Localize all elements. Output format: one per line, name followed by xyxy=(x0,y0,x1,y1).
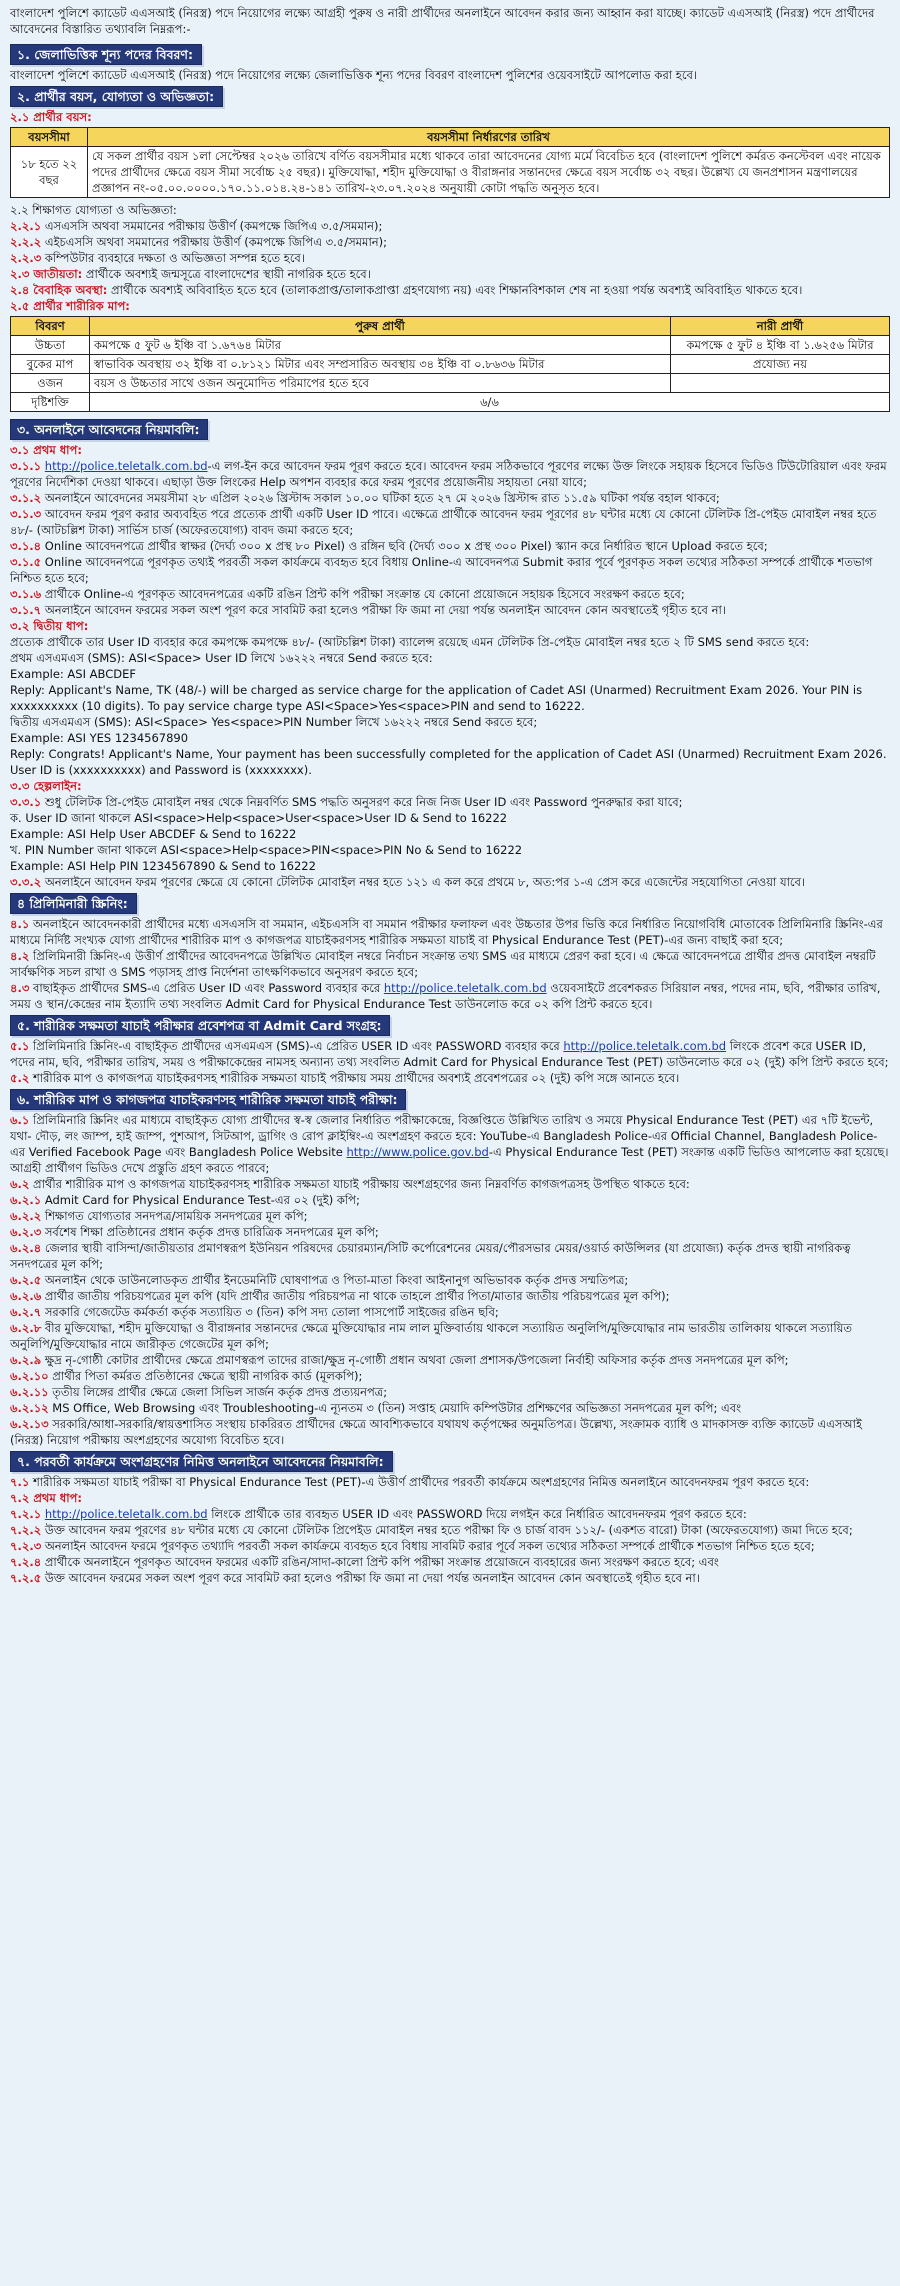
step-7-2-item-text: প্রার্থীকে অনলাইনে পূরণকৃত আবেদন ফরমের একটি রঙিন/সাদা-কালো প্রিন্ট কপি পরীক্ষা সংক্রান্ত প্রয়োজনে ব্যবহারের জন্য সংরক্ষণ করতে হবে; এবং xyxy=(44,1555,719,1569)
item-4-3 xyxy=(10,980,890,1012)
item-5-2-number: ৫.২ xyxy=(10,1071,30,1085)
document-item-text: সর্বশেষ শিক্ষা প্রতিষ্ঠানের প্রধান কর্তৃক প্রদত্ত চারিত্রিক সনদপত্রের মূল কপি; xyxy=(44,1225,379,1239)
marital-row xyxy=(10,282,890,298)
step-1-item xyxy=(10,506,890,538)
marital-text: প্রার্থীকে অবশ্যই অবিবাহিত হতে হবে (তালাকপ্রাপ্ত/তালাকপ্রাপ্তা গ্রহণযোগ্য নয়) এবং শিক্ষানবিশকাল শেষ না হওয়া পর্যন্ত অবশ্যই অবিবাহিত থাকতে হবে। xyxy=(111,283,803,297)
eyesight-label: দৃষ্টিশক্তি xyxy=(11,393,90,412)
document-item xyxy=(10,1352,890,1368)
document-item-number: ৬.২.২ xyxy=(10,1209,42,1223)
education-item-text: এসএসসি অথবা সমমানের পরীক্ষায় উত্তীর্ণ (কমপক্ষে জিপিএ ৩.৫/সমমান); xyxy=(44,219,383,233)
document-item-number: ৬.২.১০ xyxy=(10,1369,49,1383)
document-item xyxy=(10,1368,890,1384)
item-4-2 xyxy=(10,948,890,980)
document-item xyxy=(10,1192,890,1208)
physical-rows xyxy=(11,336,890,393)
step-7-2-list xyxy=(10,1506,890,1586)
step-1-item xyxy=(10,490,890,506)
physical-row-desc: ওজন xyxy=(11,374,90,393)
education-list xyxy=(10,218,890,266)
document-item-number: ৬.২.৪ xyxy=(10,1241,42,1255)
education-item-number: ২.২.১ xyxy=(10,219,42,233)
document-item-text: অনলাইন থেকে ডাউনলোডকৃত প্রার্থীর ইনডেমনিটি ঘোষণাপত্র ও পিতা-মাতা কিংবা আইনানুগ অভিভাবক কর্তৃক প্রদত্ত সম্মতিপত্র; xyxy=(44,1273,629,1287)
step-7-2-item-number: ৭.২.৪ xyxy=(10,1555,42,1569)
item-4-1-number: ৪.১ xyxy=(10,917,30,931)
item-4-1-text: অনলাইনে আবেদনকারী প্রার্থীদের মধ্যে এসএসসি বা সমমান, এইচএসসি বা সমমান পরীক্ষার ফলাফল এবং উচ্চতার উপর ভিত্তি করে নির্ধারিত নিয়োগবিধি মোতাবেক প্রিলিমিনারি স্ক্রিনিং-এর মাধ্যমে নির্দিষ্ট সংখ্যক যোগ্য প্রার্থীদের শারীরিক মাপ ও কাগজপত্র যাচাইকরণসহ শারীরিক সক্ষমতা যাচাই বা Physical Endurance Test (PET)-এর জন্য বাছাই করা হবে; xyxy=(10,917,883,947)
education-item-number: ২.২.২ xyxy=(10,235,42,249)
step-7-2-item xyxy=(10,1570,890,1586)
item-4-3-number: ৪.৩ xyxy=(10,981,30,995)
document-item-number: ৬.২.৩ xyxy=(10,1225,42,1239)
education-item xyxy=(10,218,890,234)
physical-row-male: স্বাভাবিক অবস্থায় ৩২ ইঞ্চি বা ০.৮১২১ মিটার এবং সম্প্রসারিত অবস্থায় ৩৪ ইঞ্চি বা ০.৮৬৩৬ মিটার xyxy=(90,355,671,374)
document-item-text: সরকারি গেজেটেড কর্মকর্তা কর্তৃক সত্যায়িত ৩ (তিন) কপি সদ্য তোলা পাসপোর্ট সাইজের রঙিন ছবি; xyxy=(44,1305,499,1319)
helpline-heading: ৩.৩ হেল্পলাইন: xyxy=(10,779,82,793)
police-website-link[interactable]: http://www.police.gov.bd xyxy=(346,1145,489,1159)
step-2-heading: ৩.২ দ্বিতীয় ধাপ: xyxy=(10,619,89,633)
item-6-2-number: ৬.২ xyxy=(10,1177,30,1191)
age-range-cell: ১৮ হতে ২২ বছর xyxy=(11,147,88,198)
step-7-2-heading: ৭.২ প্রথম ধাপ: xyxy=(10,1491,82,1505)
age-table-header-limit: বয়সসীমা xyxy=(11,128,88,147)
step-7-2-item-number: ৭.২.১ xyxy=(10,1507,42,1521)
physical-row-male: কমপক্ষে ৫ ফুট ৬ ইঞ্চি বা ১.৬৭৬৪ মিটার xyxy=(90,336,671,355)
document-item xyxy=(10,1288,890,1304)
age-table-header-date: বয়সসীমা নির্ধারণের তারিখ xyxy=(88,128,890,147)
education-subheading-text: ২.২ শিক্ষাগত যোগ্যতা ও অভিজ্ঞতা: xyxy=(10,203,177,217)
physical-row xyxy=(11,355,890,374)
intro-paragraph: বাংলাদেশ পুলিশে ক্যাডেট এএসআই (নিরস্ত্র) পদে নিয়োগের লক্ষ্যে আগ্রহী পুরুষ ও নারী প্রার্থীদের অনলাইনে আবেদন করার জন্য আহ্বান করা যাচ্ছে। ক্যাডেট এএসআই (নিরস্ত্র) পদে প্রার্থীদের আবেদনের বিস্তারিত তথ্যাবলি নিম্নরূপ:- xyxy=(10,6,875,36)
document-item-number: ৬.২.৮ xyxy=(10,1321,42,1335)
step-1-item-number: ৩.১.২ xyxy=(10,491,42,505)
step-1-item-number: ৩.১.৩ xyxy=(10,507,42,521)
teletalk-link[interactable]: http://police.teletalk.com.bd xyxy=(44,459,208,473)
document-item-number: ৬.২.৭ xyxy=(10,1305,42,1319)
physical-row-desc: উচ্চতা xyxy=(11,336,90,355)
document-item xyxy=(10,1208,890,1224)
item-7-1-number: ৭.১ xyxy=(10,1475,30,1489)
helpline-pin-example: Example: ASI Help PIN 1234567890 & Send to 16222 xyxy=(10,859,316,873)
step-1-item-text: Online আবেদনপত্রে প্রার্থীর স্বাক্ষর (দৈর্ঘ্য ৩০০ x প্রস্থ ৮০ Pixel) ও রঙ্গিন ছবি (দৈর্ঘ্য ৩০০ x প্রস্থ ৩০০ Pixel) স্ক্যান করে নির্ধারিত স্থানে Upload করতে হবে; xyxy=(44,539,768,553)
document-item-text: তৃতীয় লিঙ্গের প্রার্থীর ক্ষেত্রে জেলা সিভিল সার্জন কর্তৃক প্রদত্ত প্রত্যয়নপত্র; xyxy=(52,1385,388,1399)
step-7-2-item xyxy=(10,1554,890,1570)
item-6-2 xyxy=(10,1176,890,1192)
sms-2-reply: Reply: Congrats! Applicant's Name, Your payment has been successfully completed for the application of Cadet ASI (Unarmed) Recruitment Exam 2026. User ID is (xxxxxxxxxx) and Password is (xxxxxxxx). xyxy=(10,747,887,777)
item-4-3-text-a: বাছাইকৃত প্রার্থীদের SMS-এ প্রেরিত User ID এবং Password ব্যবহার করে xyxy=(32,981,384,995)
document-item-text: প্রার্থীর জাতীয় পরিচয়পত্রের মূল কপি (যদি প্রার্থীর জাতীয় পরিচয়পত্র না থাকে তাহলে প্রার্থীর পিতা/মাতার জাতীয় পরিচয়পত্রের মূল কপি); xyxy=(44,1289,670,1303)
document-item-text: জেলার স্থায়ী বাসিন্দা/জাতীয়তার প্রমাণস্বরূপ ইউনিয়ন পরিষদের চেয়ারম্যান/সিটি কর্পোরেশনের মেয়র/পৌরসভার মেয়র/ওয়ার্ড কাউন্সিলর (যা প্রযোজ্য) কর্তৃক প্রদত্ত স্থায়ী নাগরিকত্ব সনদপত্রের মূল কপি; xyxy=(10,1241,851,1271)
marital-label: ২.৪ বৈবাহিক অবস্থা: xyxy=(10,283,108,297)
section-7-heading: ৭. পরবর্তী কার্যক্রমে অংশগ্রহণের নিমিত্ত অনলাইনে আবেদনের নিয়মাবলি: xyxy=(10,1451,393,1472)
item-5-2 xyxy=(10,1070,890,1086)
step-1-item xyxy=(10,586,890,602)
education-item-text: এইচএসসি অথবা সমমানের পরীক্ষায় উত্তীর্ণ (কমপক্ষে জিপিএ ৩.৫/সমমান); xyxy=(44,235,387,249)
item-5-2-text: শারীরিক মাপ ও কাগজপত্র যাচাইকরণসহ শারীরিক সক্ষমতা যাচাই পরীক্ষায় সময় প্রার্থীদের অবশ্যই প্রবেশপত্রের ০২ (দুই) কপি সঙ্গে আনতে হবে। xyxy=(32,1071,680,1085)
item-5-1 xyxy=(10,1038,890,1070)
nationality-label: ২.৩ জাতীয়তা: xyxy=(10,267,83,281)
step-1-item-text: প্রার্থীকে Online-এ পূরণকৃত আবেদনপত্রের একটি রঙিন প্রিন্ট কপি পরীক্ষা সংক্রান্ত যে কোনো প্রয়োজনে সহায়ক হিসেবে সংরক্ষণ করতে হবে; xyxy=(44,587,685,601)
step-1-item-text: আবেদন ফরম পূরণ করার অব্যবহিত পরে প্রত্যেক প্রার্থী একটি User ID পাবে। এক্ষেত্রে প্রার্থীকে আবেদন ফরম পূরণের ৪৮ ঘন্টার মধ্যে যে কোনো টেলিটক প্রি-পেইড মোবাইল নম্বর হতে ৪৮/- (আটচল্লিশ টাকা) সার্ভিস চার্জ (অফেরতযোগ্য) বাবদ জমা করতে হবে; xyxy=(10,507,877,537)
item-5-1-text-a: প্রিলিমিনারি স্ক্রিনিং-এ বাছাইকৃত প্রার্থীদের এসএমএস (SMS)-এ প্রেরিত USER ID এবং PASSWORD ব্যবহার করে xyxy=(32,1039,564,1053)
step-7-2-item-number: ৭.২.৫ xyxy=(10,1571,42,1585)
step-1-heading: ৩.১ প্রথম ধাপ: xyxy=(10,443,82,457)
physical-row-male: বয়স ও উচ্চতার সাথে ওজন অনুমোদিত পরিমাপের হতে হবে xyxy=(90,374,671,393)
sms-1-label: প্রথম এসএমএস (SMS): xyxy=(10,651,125,665)
step-1-item-number: ৩.১.৬ xyxy=(10,587,42,601)
document-item-text: ক্ষুদ্র নৃ-গোষ্ঠী কোটার প্রার্থীদের ক্ষেত্রে প্রমাণস্বরূপ তাদের রাজা/ক্ষুদ্র নৃ-গোষ্ঠী প্রধান অথবা জেলা প্রশাসক/উপজেলা নির্বাহী অফিসার কর্তৃক প্রদত্ত সনদপত্রের মূল কপি; xyxy=(44,1353,789,1367)
item-4-2-text: প্রিলিমিনারী স্ক্রিনিং-এ উত্তীর্ণ প্রার্থীদের আবেদনপত্রে উল্লিখিত মোবাইল নম্বরে নির্বাচন সংক্রান্ত তথ্য SMS এর মাধ্যমে প্রেরণ করা হবে। এ ক্ষেত্রে আবেদনপত্রে প্রার্থীর প্রদত্ত মোবাইল নম্বরটি সার্বক্ষণিক সচল রাখা ও SMS পড়াসহ প্রাপ্ত নির্দেশনা তাৎক্ষণিকভাবে অনুসরণ করতে হবে; xyxy=(10,949,876,979)
step-1-item xyxy=(10,458,890,490)
sms-1-text: ASI<Space> User ID লিখে ১৬২২২ নম্বরে Send করতে হবে: xyxy=(128,651,433,665)
physical-row-female: কমপক্ষে ৫ ফুট ৪ ইঞ্চি বা ১.৬২৫৬ মিটার xyxy=(671,336,890,355)
age-rule-cell: যে সকল প্রার্থীর বয়স ১লা সেপ্টেম্বর ২০২৬ তারিখে বর্ণিত বয়সসীমার মধ্যে থাকবে তারা আবেদনের যোগ্য মর্মে বিবেচিত হবে (বাংলাদেশ পুলিশে কর্মরত কনস্টেবল এবং নায়েক পদের প্রার্থীদের ক্ষেত্রে বয়স সীমা সর্বোচ্চ ২৫ বছর)। মুক্তিযোদ্ধা, শহীদ মুক্তিযোদ্ধা ও বীরাঙ্গনার সন্তানদের ক্ষেত্রে বয়স সর্বোচ্চ ৩২ বছর। উল্লেখ্য যে জনপ্রশাসন মন্ত্রণালয়ের প্রজ্ঞাপন নং-০৫.০০.০০০০.১৭০.১১.০১৪.২৪-১৪১ তারিখ-২৩.০৭.২০২৪ অনুযায়ী কোটা পদ্ধতি অনুসৃত হবে। xyxy=(88,147,890,198)
helpline-331 xyxy=(10,794,890,810)
document-item-number: ৬.২.১৩ xyxy=(10,1417,49,1431)
document-item-text: বীর মুক্তিযোদ্ধা, শহীদ মুক্তিযোদ্ধা ও বীরাঙ্গনার সন্তানদের ক্ষেত্রে মুক্তিযোদ্ধার নাম লাল মুক্তিবার্তায় থাকলে সত্যায়িত অনুলিপি/মুক্তিযোদ্ধার নাম ভারতীয় তালিকায় থাকলে সত্যায়িত অনুলিপি/মুক্তিযোদ্ধার নামে জারীকৃত গেজেটের মূল কপি; xyxy=(10,1321,853,1351)
helpline-pin: খ. PIN Number জানা থাকলে ASI<space>Help<space>PIN<space>PIN No & Send to 16222 xyxy=(10,843,523,857)
section-1-heading: ১. জেলাভিত্তিক শূন্য পদের বিবরণ: xyxy=(10,44,202,65)
document-item xyxy=(10,1224,890,1240)
sms-1-example: Example: ASI ABCDEF xyxy=(10,667,136,681)
sms-2-label: দ্বিতীয় এসএমএস (SMS): xyxy=(10,715,132,729)
step-7-2-item-number: ৭.২.২ xyxy=(10,1523,42,1537)
helpline-332 xyxy=(10,874,890,890)
step-1-item-number: ৩.১.১ xyxy=(10,459,42,473)
education-item-number: ২.২.৩ xyxy=(10,251,42,265)
item-4-2-number: ৪.২ xyxy=(10,949,30,963)
age-table xyxy=(10,127,890,198)
step-2-text: প্রত্যেক প্রার্থীকে তার User ID ব্যবহার করে কমপক্ষে কমপক্ষে ৪৮/- (আটচল্লিশ টাকা) ব্যালেন্স রয়েছে এমন টেলিটক প্রি-পেইড মোবাইল নম্বর হতে ২ টি SMS send করতে হবে: xyxy=(10,635,810,649)
step-7-2-item-number: ৭.২.৩ xyxy=(10,1539,42,1553)
item-6-1-text-a: প্রিলিমিনারি স্ক্রিনিং এর মাধ্যমে বাছাইকৃত যোগ্য প্রার্থীদের স্ব-স্ব জেলার নির্ধারিত পরীক্ষাকেন্দ্রে, বিজ্ঞপ্তিতে উল্লিখিত তারিখ ও সময়ে Physical Endurance Test (PET) এর ৭টি ইভেন্ট, যথা- দৌড়, লং জাম্প, হাই জাম্প, পুশআপ, সিটআপ, ড্রাগিং ও রোপ ক্লাইম্বিং-এ অংশগ্রহণ করতে হবে: YouTube-এ Bangladesh Police-এর Official Channel, Bangladesh Police-এর Verified Facebook Page এবং Bangladesh Police Website xyxy=(10,1113,878,1159)
step-1-item xyxy=(10,602,890,618)
document-item-text: শিক্ষাগত যোগ্যতার সনদপত্র/সাময়িক সনদপত্রের মূল কপি; xyxy=(44,1209,308,1223)
sms-2-example: Example: ASI YES 1234567890 xyxy=(10,731,189,745)
document-item-number: ৬.২.৬ xyxy=(10,1289,42,1303)
document-item-text: MS Office, Web Browsing এবং Troubleshooting-এ ন্যূনতম ৩ (তিন) সপ্তাহ মেয়াদি কম্পিউটার প্রশিক্ষণের অভিজ্ঞতা সনদপত্রের মূল কপি; এবং xyxy=(52,1401,742,1415)
step-7-2-item-text: লিংকে প্রার্থীকে তার ব্যবহৃত USER ID এবং PASSWORD দিয়ে লগইন করে নির্ধারিত আবেদনফরম পূরণ করতে হবে: xyxy=(207,1507,747,1521)
physical-row-female xyxy=(671,374,890,393)
helpline-331-number: ৩.৩.১ xyxy=(10,795,42,809)
physical-row-desc: বুকের মাপ xyxy=(11,355,90,374)
physical-subheading: ২.৫ প্রার্থীর শারীরিক মাপ: xyxy=(10,299,130,313)
section-3-heading: ৩. অনলাইনে আবেদনের নিয়মাবলি: xyxy=(10,419,208,440)
document-item xyxy=(10,1384,890,1400)
helpline-user-id-example: Example: ASI Help User ABCDEF & Send to 16222 xyxy=(10,827,297,841)
step-7-2-item xyxy=(10,1522,890,1538)
helpline-332-text: অনলাইনে আবেদন ফরম পূরণের ক্ষেত্রে যে কোনো টেলিটক মোবাইল নম্বর হতে ১২১ এ কল করে প্রথমে ৮, অত:পর ১-এ প্রেস করে এজেন্টের সহযোগিতা নেওয়া যাবে। xyxy=(44,875,806,889)
document-item-number: ৬.২.৯ xyxy=(10,1353,42,1367)
document-item xyxy=(10,1240,890,1272)
document-item xyxy=(10,1272,890,1288)
step-7-2-item-text: উক্ত আবেদন ফরম পূরণের ৪৮ ঘন্টার মধ্যে যে কোনো টেলিটক প্রিপেইড মোবাইল নম্বর হতে পরীক্ষা ফি ও চার্জ বাবদ ১১২/- (একশত বারো) টাকা (অফেরতযোগ্য) জমা দিতে হবে; xyxy=(44,1523,853,1537)
step-1-item xyxy=(10,554,890,586)
sms-2-text: ASI<Space> Yes<space>PIN Number লিখে ১৬২২২ নম্বরে Send করতে হবে; xyxy=(134,715,538,729)
section-2-heading: ২. প্রার্থীর বয়স, যোগ্যতা ও অভিজ্ঞতা: xyxy=(10,86,223,107)
item-6-2-text: প্রার্থীর শারীরিক মাপ ও কাগজপত্র যাচাইকরণসহ শারীরিক সক্ষমতা যাচাই পরীক্ষায় অংশগ্রহণের জন্য নিম্নবর্ণিত কাগজপত্রসহ উপস্থিত থাকতে হবে: xyxy=(32,1177,690,1191)
document-item-number: ৬.২.১১ xyxy=(10,1385,49,1399)
education-item xyxy=(10,250,890,266)
physical-row xyxy=(11,336,890,355)
teletalk-link[interactable]: http://police.teletalk.com.bd xyxy=(44,1507,208,1521)
item-6-1-text-b: -এ Physical Endurance Test (PET) সংক্রান্ত একটি ভিডিও আপলোড করা হয়েছে। আগ্রহী প্রার্থীগণ ভিডিও দেখে প্রস্তুতি গ্রহণ করতে পারবে; xyxy=(10,1145,889,1175)
education-item-text: কম্পিউটার ব্যবহারে দক্ষতা ও অভিজ্ঞতা সম্পন্ন হতে হবে। xyxy=(44,251,305,265)
item-7-1 xyxy=(10,1474,890,1490)
teletalk-link[interactable]: http://police.teletalk.com.bd xyxy=(383,981,547,995)
document-item xyxy=(10,1304,890,1320)
helpline-331-text: শুধু টেলিটক প্রি-পেইড মোবাইল নম্বর থেকে নিম্নবর্ণিত SMS পদ্ধতি অনুসরণ করে নিজ নিজ User ID এবং Password পুনরুদ্ধার করা যাবে; xyxy=(44,795,683,809)
step-1-item-text: -এ লগ-ইন করে আবেদন ফরম পূরণ করতে হবে। আবেদন ফরম সঠিকভাবে পূরণের লক্ষ্যে উক্ত লিংকে সহায়ক হিসেবে ভিডিও টিউটোরিয়াল এবং ফরম পূরণের নির্দেশিকা দেওয়া থাকবে। এছাড়া উক্ত লিংকের Help অপশন ব্যবহার করে ফরম পূরণের প্রয়োজনীয় সহায়তা নেয়া যাবে; xyxy=(10,459,887,489)
physical-row xyxy=(11,374,890,393)
step-1-item-number: ৩.১.৭ xyxy=(10,603,42,617)
physical-header-male: পুরুষ প্রার্থী xyxy=(90,317,671,336)
document-item-text: সরকারি/আধা-সরকারি/স্বায়ত্তশাসিত সংস্থায় চাকরিরত প্রার্থীদের ক্ষেত্রে আবশ্যিকভাবে যথাযথ কর্তৃপক্ষের অনুমতিপত্র। উল্লেখ্য, সংক্রামক ব্যাধি ও মাদকাসক্ত ব্যক্তি ক্যাডেট এএসআই (নিরস্ত্র) নিয়োগ পরীক্ষায় অংশগ্রহণের অযোগ্য বিবেচিত হবে। xyxy=(10,1417,862,1447)
education-subheading xyxy=(10,202,890,218)
sms-2-row xyxy=(10,714,890,730)
item-5-1-text-b: লিংকে প্রবেশ করে USER ID, পদের নাম, ছবি, পরীক্ষার তারিখ, সময় ও পরীক্ষাকেন্দ্রের নামসহ অন্যান্য তথ্য সংবলিত Admit Card for Physical Endurance Test (PET) ডাউনলোড করে ০২ (দুই) কপি প্রিন্ট করতে হবে; xyxy=(10,1039,889,1069)
document-item-number: ৬.২.১২ xyxy=(10,1401,49,1415)
physical-row-female: প্রযোজ্য নয় xyxy=(671,355,890,374)
step-1-item-text: অনলাইনে আবেদনের সময়সীমা ২৮ এপ্রিল ২০২৬ খ্রিস্টাব্দ সকাল ১০.০০ ঘটিকা হতে ২৭ মে ২০২৬ খ্রিস্টাব্দ রাত ১১.৫৯ ঘটিকা পর্যন্ত বহাল থাকবে; xyxy=(44,491,720,505)
step-1-item-text: অনলাইনে আবেদন ফরমের সকল অংশ পূরণ করে সাবমিট করা হলেও পরীক্ষা ফি জমা না দেয়া পর্যন্ত অনলাইন আবেদন কোন অবস্থাতেই গৃহীত হবে না। xyxy=(44,603,726,617)
step-7-2-item xyxy=(10,1506,890,1522)
item-7-1-text: শারীরিক সক্ষমতা যাচাই পরীক্ষা বা Physical Endurance Test (PET)-এ উত্তীর্ণ প্রার্থীদের পরবর্তী কার্যক্রমে অংশগ্রহণের নিমিত্ত অনলাইনে আবেদনফরম পূরণ করতে হবে: xyxy=(32,1475,810,1489)
physical-table xyxy=(10,316,890,412)
step-1-list xyxy=(10,458,890,618)
nationality-row xyxy=(10,266,890,282)
physical-header-female: নারী প্রার্থী xyxy=(671,317,890,336)
nationality-text: প্রার্থীকে অবশ্যই জন্মসূত্রে বাংলাদেশের স্থায়ী নাগরিক হতে হবে। xyxy=(85,267,371,281)
item-4-1 xyxy=(10,916,890,948)
document-item xyxy=(10,1400,890,1416)
document-item xyxy=(10,1320,890,1352)
document-item-number: ৬.২.১ xyxy=(10,1193,42,1207)
age-subheading: ২.১ প্রার্থীর বয়স: xyxy=(10,110,92,124)
section-5-heading: ৫. শারীরিক সক্ষমতা যাচাই পরীক্ষার প্রবেশপত্র বা Admit Card সংগ্রহ: xyxy=(10,1015,390,1036)
item-6-1 xyxy=(10,1112,890,1176)
teletalk-link[interactable]: http://police.teletalk.com.bd xyxy=(563,1039,727,1053)
eyesight-value: ৬/৬ xyxy=(90,393,890,412)
documents-list xyxy=(10,1192,890,1448)
item-5-1-number: ৫.১ xyxy=(10,1039,30,1053)
step-7-2-item xyxy=(10,1538,890,1554)
sms-1-reply: Reply: Applicant's Name, TK (48/-) will be charged as service charge for the application of Cadet ASI (Unarmed) Recruitment Exam 2026. Your PIN is xxxxxxxxxx (10 digits). To pay service charge type ASI<Space>Yes<space>PIN and send to 16222. xyxy=(10,683,863,713)
physical-header-desc: বিবরণ xyxy=(11,317,90,336)
helpline-user-id: ক. User ID জানা থাকলে ASI<space>Help<space>User<space>User ID & Send to 16222 xyxy=(10,811,508,825)
document-item-number: ৬.২.৫ xyxy=(10,1273,42,1287)
section-1-text: বাংলাদেশ পুলিশে ক্যাডেট এএসআই (নিরস্ত্র) পদে নিয়োগের লক্ষ্যে জেলাভিত্তিক শূন্য পদের বিবরণ বাংলাদেশ পুলিশের ওয়েবসাইটে আপলোড করা হবে। xyxy=(10,68,697,82)
document-item-text: প্রার্থীর পিতা কর্মরত প্রতিষ্ঠানের ক্ষেত্রে স্থায়ী নাগরিক কার্ড (মূলকপি); xyxy=(52,1369,363,1383)
step-7-2-item-text: অনলাইন আবেদন ফরমে পূরণকৃত তথ্যাদি পরবর্তী সকল কার্যক্রমে ব্যবহৃত হবে বিধায় সাবমিট করার পূর্বে সকল তথ্যের সঠিকতা সম্পর্কে প্রার্থীকে শতভাগ নিশ্চিত হতে হবে; xyxy=(44,1539,815,1553)
document-item xyxy=(10,1416,890,1448)
section-4-heading: ৪ প্রিলিমিনারী স্ক্রিনিং: xyxy=(10,893,137,914)
step-1-item-text: Online আবেদনপত্রে পূরণকৃত তথ্যই পরবর্তী সকল কার্যক্রমে ব্যবহৃত হবে বিধায় Online-এ আবেদনপত্র Submit করার পূর্বে পূরণকৃত সকল তথ্যের সঠিকতা সম্পর্কে প্রার্থীকে শতভাগ নিশ্চিত হতে হবে; xyxy=(10,555,873,585)
step-7-2-item-text: উক্ত আবেদন ফরমের সকল অংশ পূরণ করে সাবমিট করা হলেও পরীক্ষা ফি জমা না দেয়া পর্যন্ত অনলাইন আবেদন কোন অবস্থাতেই গৃহীত হবে না। xyxy=(44,1571,700,1585)
education-item xyxy=(10,234,890,250)
item-4-3-text-b: ওয়েবসাইটে প্রবেশকরত সিরিয়াল নম্বর, পদের নাম, ছবি, পরীক্ষার তারিখ, সময় ও স্থান/কেন্দ্রের নাম ইত্যাদি তথ্য সংবলিত Admit Card for Physical Endurance Test ডাউনলোড করে ০২ কপি প্রিন্ট করতে হবে। xyxy=(10,981,881,1011)
section-6-heading: ৬. শারীরিক মাপ ও কাগজপত্র যাচাইকরণসহ শারীরিক সক্ষমতা যাচাই পরীক্ষা: xyxy=(10,1089,406,1110)
document-item-text: Admit Card for Physical Endurance Test-এর ০২ (দুই) কপি; xyxy=(44,1193,360,1207)
step-1-item-number: ৩.১.৪ xyxy=(10,539,42,553)
sms-1-row xyxy=(10,650,890,666)
step-1-item xyxy=(10,538,890,554)
item-6-1-number: ৬.১ xyxy=(10,1113,30,1127)
step-1-item-number: ৩.১.৫ xyxy=(10,555,42,569)
helpline-332-number: ৩.৩.২ xyxy=(10,875,42,889)
